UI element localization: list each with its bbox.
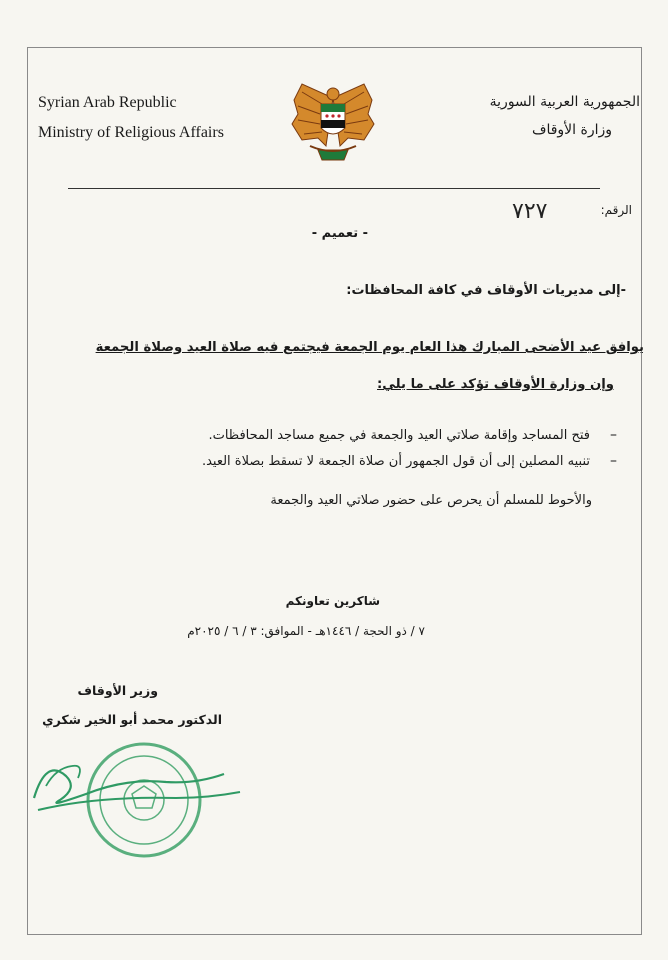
signature-icon: [34, 766, 240, 810]
addressee-line: -إلى مديريات الأوقاف في كافة المحافظات:: [346, 283, 626, 298]
main-paragraph-line-2: وإن وزارة الأوقاف تؤكد على ما يلي:: [377, 377, 614, 392]
main-paragraph-line-1: يوافق عيد الأضحى المبارك هذا العام يوم الجمعة فيجتمع فيه صلاة العيد وصلاة الجمعة: [95, 340, 644, 355]
reference-number: ٧٢٧: [512, 199, 548, 224]
date-line: ٧ / ذو الحجة / ١٤٤٦هـ - الموافق: ٣ / ٦ / ٢٠٢٥م: [187, 624, 425, 638]
reference-label: الرقم:: [600, 203, 632, 217]
closing-paragraph: والأحوط للمسلم أن يحرص على حضور صلاتي العيد والجمعة: [270, 493, 592, 508]
header-en-ministry: Ministry of Religious Affairs: [38, 124, 224, 141]
header-en-country: Syrian Arab Republic: [38, 94, 177, 111]
thanks-line: شاكرين تعاونكم: [285, 594, 380, 608]
circular-title: - تعميم -: [311, 226, 368, 241]
header-divider: [68, 188, 600, 189]
eagle-body-icon: [292, 84, 374, 160]
eagle-emblem-icon: [288, 80, 378, 166]
official-stamp-icon: [26, 738, 246, 878]
minister-title: وزير الأوقاف: [77, 683, 158, 698]
bullet-dash: –: [610, 427, 617, 443]
bullet-item: تنبيه المصلين إلى أن قول الجمهور أن صلاة الجمعة لا تسقط بصلاة العيد.: [201, 454, 590, 469]
bullet-dash: –: [610, 453, 617, 469]
minister-name: الدكتور محمد أبو الخير شكري: [42, 712, 222, 727]
header-ar-country: الجمهورية العربية السورية: [489, 94, 640, 110]
bullet-item: فتح المساجد وإقامة صلاتي العيد والجمعة في جميع مساجد المحافظات.: [208, 428, 590, 443]
header-ar-ministry: وزارة الأوقاف: [531, 122, 612, 138]
